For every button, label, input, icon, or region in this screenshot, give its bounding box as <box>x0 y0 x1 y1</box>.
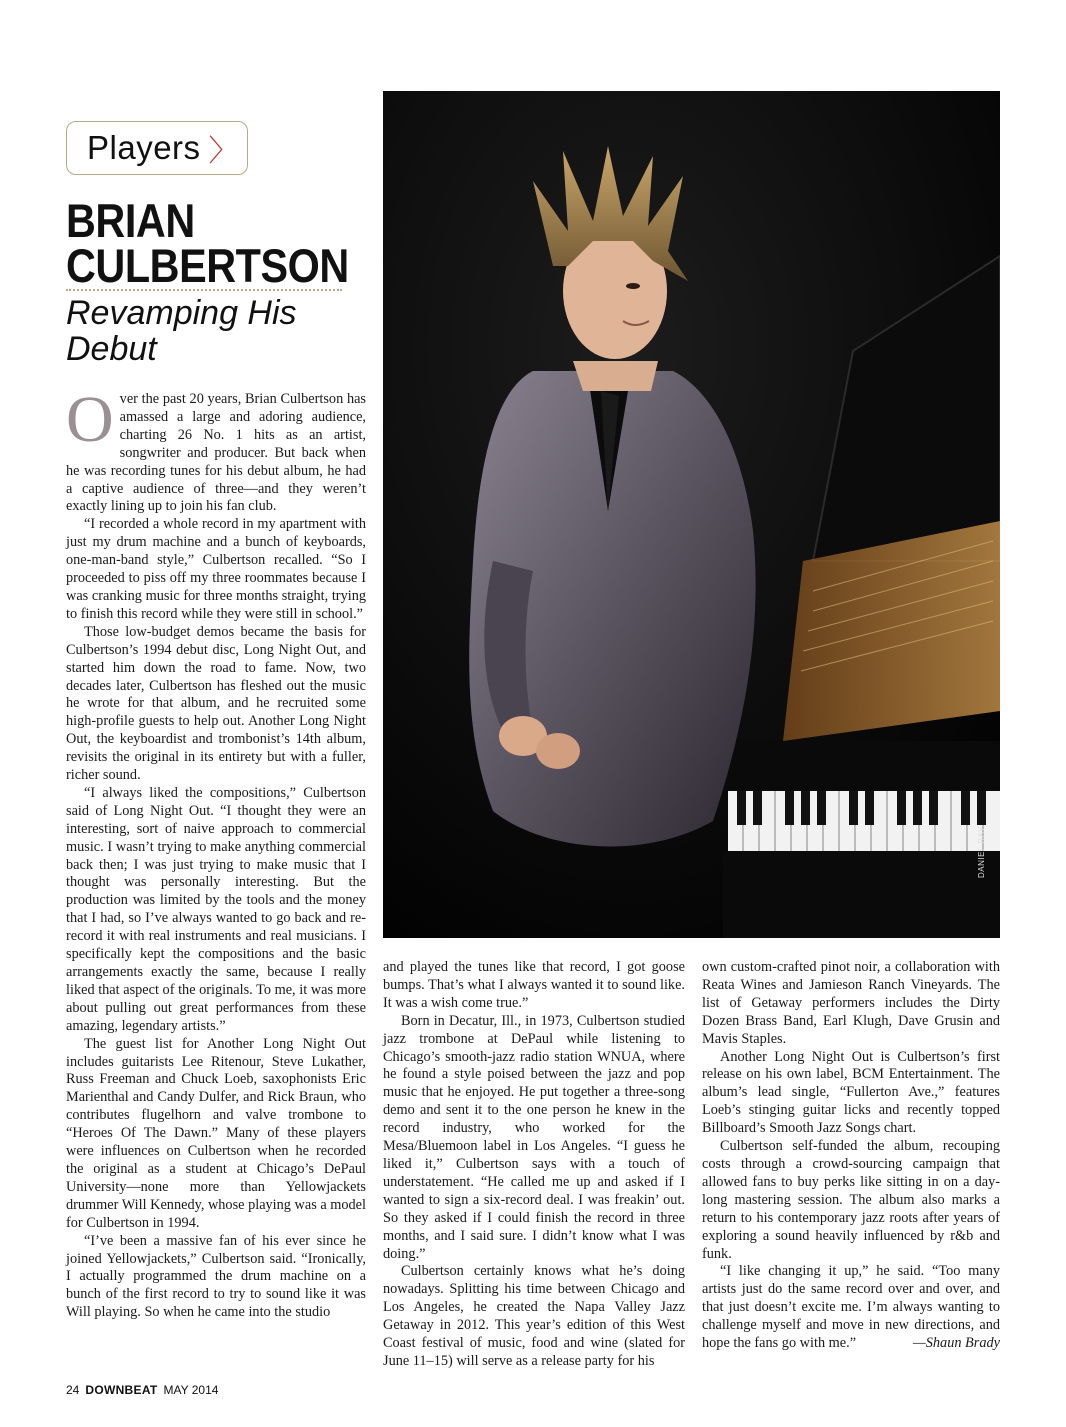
page-number: 24 <box>66 1383 80 1397</box>
paragraph: “I’ve been a massive fan of his ever since he joined Yellowjackets,” Culbertson said. “Ironically, I actually programmed the drum machine on a bunch of the first record to try to sound like it was Will playing. So when he came into the studio <box>66 1232 366 1321</box>
photo-credit: DANIEL RAY <box>977 826 986 878</box>
paragraph: Culbertson certainly knows what he’s doing nowadays. Splitting his time between Chicago and Los Angeles, he created the Napa Valley Jazz Getaway in 2012. This year’s edition of this West Coast festival of music, food and wine (slated for June 11–15) will serve as a release party for his <box>383 1263 685 1369</box>
paragraph: “I recorded a whole record in my apartment with just my drum machine and a bunch of keyboards, one-man-band style,” Culbertson recalled. “So I proceeded to piss off my three roommates because I was cranking music for three months straight, trying to finish this record while they were still in school.” <box>66 516 366 622</box>
article-column-1 <box>66 383 366 1322</box>
headline-divider <box>66 289 342 291</box>
headline-line-1: BRIAN <box>66 194 195 247</box>
headline-line-2: CULBERTSON <box>66 239 349 292</box>
paragraph: Culbertson self-funded the album, recouping costs through a crowd-sourcing campaign that allowed fans to buy perks like sitting in on a day-long mastering session. The album also marks a return to his contemporary jazz roots after years of exploring a sound heavily influenced by r&b and funk. <box>702 1138 1000 1262</box>
paragraph: and played the tunes like that record, I got goose bumps. That’s what I always wanted it to sound like. It was a wish come true.” <box>383 959 685 1011</box>
byline: —Shaun Brady <box>913 1335 1000 1352</box>
article-subhead: Revamping His Debut <box>66 294 297 368</box>
paragraph: ver the past 20 years, Brian Culbertson has amassed a large and adoring audience, charting 26 No. 1 hits as an artist, songwriter and producer. But back when he was recording tunes for his debut album, he had a captive audience of three—and they weren’t exactly lining up to join his fan club. <box>66 391 366 515</box>
artist-photo <box>383 91 1000 938</box>
paragraph-text: “I like changing it up,” he said. “Too many artists just do the same record over and over, and that just doesn’t excite me. I’m always wanting to challenge myself and move in new directions, and hope the fans go with me.” <box>702 1263 1000 1352</box>
article-column-2 <box>383 959 685 1371</box>
article-headline <box>66 194 349 292</box>
page-footer <box>66 1383 218 1397</box>
section-tab <box>66 121 248 175</box>
issue-date: MAY 2014 <box>163 1383 219 1397</box>
magazine-brand: DOWNBEAT <box>85 1383 158 1397</box>
paragraph: Those low-budget demos became the basis for Culbertson’s 1994 debut disc, Long Night Out, and started him down the road to fame. Now, two decades later, Culbertson has fleshed out the music he wrote for that album, and he recruited some high-profile guests to help out. Another Long Night Out, the keyboardist and trombonist’s 14th album, revisits the original in its entirety but with a fuller, richer sound. <box>66 623 366 784</box>
paragraph: The guest list for Another Long Night Out includes guitarists Lee Ritenour, Steve Lukather, Russ Freeman and Chuck Loeb, saxophonists Eric Marienthal and Candy Dulfer, and Rick Braun, who contributes flugelhorn and valve trombone to “Heroes Of The Dawn.” Many of these players were influences on Culbertson when he recorded the original as a student at Chicago’s DePaul University—none more than Yellowjackets drummer Will Kennedy, whose playing was a model for Culbertson in 1994. <box>66 1035 366 1231</box>
paragraph: “I always liked the compositions,” Culbertson said of Long Night Out. “I thought they were an interesting, sort of naive approach to commercial music. I wasn’t trying to make anything commercial back then; I was just trying to make music that I thought was personally interesting. But the production was limited by the tools and the money that I had, so I’ve always wanted to go back and re-record it with real instruments and real musicians. I specifically kept the compositions and the basic arrangements exactly the same, because I really liked that aspect of the originals. To me, it was more about pulling out great performances from these amazing, legendary artists.” <box>66 784 366 1034</box>
paragraph <box>702 1263 1000 1353</box>
paragraph: Born in Decatur, Ill., in 1973, Culbertson studied jazz trombone at DePaul while listening to Chicago’s smooth-jazz radio station WNUA, where he found a style poised between the jazz and pop music that he enjoyed. He put together a three-song demo and sent it to the one person he knew in the record industry, who worked for the Mesa/Bluemoon label in Los Angeles. “I guess he liked it,” Culbertson says with a touch of understatement. “He called me up and asked if I wanted to sign a six-record deal. I was freakin’ out. So they asked if I could finish the record in three months, and I said sure. I didn’t know what I was doing.” <box>383 1012 685 1262</box>
article-column-3 <box>702 959 1000 1353</box>
chevron-right-icon: 〉 <box>208 135 239 168</box>
paragraph: Another Long Night Out is Culbertson’s first release on his own label, BCM Entertainment. The album’s lead single, “Fullerton Ave.,” features Loeb’s stinging guitar licks and recently topped Billboard’s Smooth Jazz Songs chart. <box>702 1048 1000 1137</box>
section-label: Players <box>87 129 201 166</box>
drop-cap: O <box>66 383 114 456</box>
paragraph: own custom-crafted pinot noir, a collaboration with Reata Wines and Jamieson Ranch Vineyards. The list of Getaway performers includes the Dirty Dozen Brass Band, Earl Klugh, Dave Grusin and Mavis Staples. <box>702 959 1000 1047</box>
